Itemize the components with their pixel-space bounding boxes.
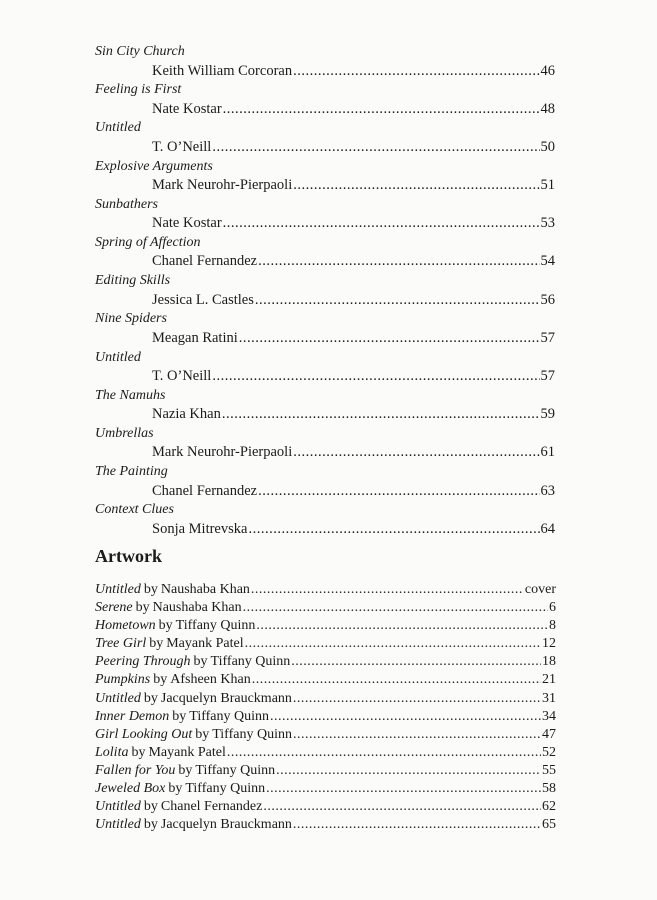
entry-title: Explosive Arguments [95, 158, 213, 174]
artwork-entry [95, 780, 556, 798]
artwork-page-number: 12 [542, 636, 556, 652]
artwork-artist: Tiffany Quinn [212, 726, 292, 742]
entry-title: Context Clues [95, 502, 174, 518]
artwork-title: Untitled [95, 582, 141, 597]
entry-author-line [152, 405, 555, 423]
dot-leader [223, 100, 540, 118]
toc-entry [95, 119, 555, 157]
entry-page-number: 61 [540, 444, 555, 461]
entry-author-line [152, 520, 555, 538]
artwork-page-number: 18 [542, 654, 556, 670]
dot-leader [227, 744, 541, 762]
entry-author: T. O’Neill [152, 138, 212, 155]
entry-title: Umbrellas [95, 425, 154, 441]
entry-title: Editing Skills [95, 273, 171, 289]
artwork-page-number: 65 [542, 817, 556, 833]
toc-entry [95, 196, 555, 234]
artwork-artist: Jacquelyn Brauckmann [160, 817, 292, 833]
dot-leader [248, 520, 539, 538]
entry-page-number: 54 [540, 253, 555, 270]
entry-page-number: 57 [540, 368, 555, 384]
entry-page-number: 50 [540, 138, 555, 155]
entry-author: Nate Kostar [152, 100, 222, 117]
toc-entry [95, 463, 555, 501]
by-word: by [143, 690, 158, 706]
entry-title: Sunbathers [95, 196, 158, 212]
entry-author: Jessica L. Castles [152, 291, 254, 308]
entry-page-number: 63 [540, 482, 555, 499]
dot-leader [293, 176, 539, 194]
dot-leader [223, 214, 540, 232]
by-word: by [168, 781, 183, 797]
dot-leader [270, 708, 541, 726]
toc-entry [95, 272, 555, 310]
entry-author-line [152, 482, 555, 500]
entry-page-number: 56 [540, 291, 555, 308]
toc-entry [95, 310, 555, 348]
entry-page-number: 51 [540, 177, 555, 194]
artwork-title: Untitled [95, 799, 141, 815]
by-word: by [149, 636, 164, 652]
entry-author: Mark Neurohr-Pierpaoli [152, 177, 293, 194]
by-word: by [135, 600, 150, 616]
entry-page-number: 53 [540, 215, 555, 232]
entry-author-line [152, 176, 555, 194]
toc-entry [95, 234, 555, 272]
artwork-contents-list [95, 581, 556, 834]
dot-leader [258, 252, 539, 270]
artwork-title: Serene [95, 600, 133, 616]
artwork-entry [95, 635, 556, 653]
dot-leader [243, 599, 548, 617]
dot-leader [293, 62, 539, 80]
entry-author: Chanel Fernandez [152, 482, 258, 499]
artwork-entry [95, 581, 556, 599]
entry-author: Nate Kostar [152, 215, 222, 232]
artwork-artist: Jacquelyn Brauckmann [160, 690, 292, 706]
artwork-page-number: 21 [542, 672, 556, 688]
artwork-title: Girl Looking Out [95, 726, 193, 742]
entry-author-line [152, 214, 555, 232]
toc-entry [95, 349, 555, 387]
dot-leader [266, 780, 541, 798]
artwork-entry [95, 726, 556, 744]
artwork-artist: Tiffany Quinn [185, 781, 266, 797]
dot-leader [263, 798, 541, 816]
by-word: by [153, 672, 168, 688]
artwork-page-number: 47 [542, 726, 556, 742]
entry-page-number: 64 [540, 520, 555, 537]
entry-title: Untitled [95, 120, 141, 136]
artwork-artist: Afsheen Khan [170, 672, 251, 688]
entry-title: Spring of Affection [95, 234, 201, 250]
entry-author: T. O’Neill [152, 368, 212, 384]
artwork-artist: Naushaba Khan [160, 582, 250, 597]
by-word: by [143, 799, 158, 815]
by-word: by [193, 654, 208, 670]
dot-leader [293, 726, 541, 744]
dot-leader [256, 617, 548, 635]
entry-page-number: 48 [540, 100, 555, 117]
toc-entry [95, 425, 555, 463]
by-word: by [195, 726, 210, 742]
dot-leader [212, 367, 539, 385]
artwork-entry [95, 617, 556, 635]
artwork-page-number: 8 [549, 618, 556, 634]
entry-page-number: 57 [540, 329, 555, 346]
artwork-entry [95, 653, 556, 671]
artwork-entry [95, 798, 556, 816]
artwork-artist: Chanel Fernandez [160, 799, 263, 815]
artwork-entry [95, 690, 556, 708]
artwork-entry [95, 708, 556, 726]
entry-author-line [152, 367, 555, 385]
artwork-entry [95, 744, 556, 762]
artwork-page-number: 58 [542, 781, 556, 797]
by-word: by [131, 744, 146, 760]
artwork-title: Peering Through [95, 654, 191, 670]
artwork-entry [95, 762, 556, 780]
entry-author: Meagan Ratini [152, 329, 238, 346]
entry-title: Nine Spiders [95, 311, 167, 327]
toc-entry [95, 387, 555, 425]
artwork-title: Pumpkins [95, 672, 151, 688]
artwork-title: Tree Girl [95, 636, 147, 652]
dot-leader [239, 329, 540, 347]
artwork-heading: Artwork [95, 546, 162, 566]
by-word: by [172, 708, 187, 724]
artwork-artist: Tiffany Quinn [195, 762, 276, 778]
artwork-artist: Tiffany Quinn [175, 618, 256, 634]
artwork-page-number: cover [524, 582, 556, 597]
by-word: by [178, 762, 193, 778]
dot-leader [251, 581, 524, 599]
artwork-page-number: 31 [542, 690, 556, 706]
entry-author: Nazia Khan [152, 406, 221, 423]
artwork-title: Fallen for You [95, 762, 176, 778]
toc-entry [95, 501, 555, 539]
dot-leader [293, 816, 541, 834]
artwork-entry [95, 599, 556, 617]
entry-author: Keith William Corcoran [152, 62, 293, 79]
dot-leader [276, 762, 541, 780]
entry-author-line [152, 443, 555, 461]
entry-title: The Painting [95, 464, 168, 480]
artwork-artist: Tiffany Quinn [189, 708, 269, 724]
dot-leader [255, 291, 540, 309]
dot-leader [212, 138, 539, 156]
artwork-page-number: 6 [549, 600, 556, 616]
entry-author-line [152, 252, 555, 270]
by-word: by [143, 582, 158, 597]
artwork-title: Inner Demon [95, 708, 170, 724]
artwork-page-number: 55 [542, 762, 556, 778]
entry-author: Sonja Mitrevska [152, 520, 248, 537]
entry-title: The Namuhs [95, 387, 166, 403]
artwork-artist: Mayank Patel [148, 744, 226, 760]
entry-author: Chanel Fernandez [152, 253, 258, 270]
dot-leader [293, 690, 541, 708]
by-word: by [158, 618, 173, 634]
artwork-page-number: 34 [542, 708, 556, 724]
entry-author: Mark Neurohr-Pierpaoli [152, 444, 293, 461]
by-word: by [143, 817, 158, 833]
artwork-title: Untitled [95, 817, 141, 833]
toc-entry [95, 158, 555, 196]
entry-page-number: 46 [540, 62, 555, 79]
entry-author-line [152, 329, 555, 347]
artwork-entry [95, 671, 556, 689]
entry-title: Sin City Church [95, 44, 185, 59]
dot-leader [258, 482, 539, 500]
artwork-page-number: 62 [542, 799, 556, 815]
dot-leader [245, 635, 541, 653]
artwork-artist: Tiffany Quinn [210, 654, 291, 670]
dot-leader [222, 405, 540, 423]
artwork-artist: Naushaba Khan [152, 600, 242, 616]
artwork-entry [95, 816, 556, 834]
artwork-title: Hometown [95, 618, 156, 634]
entry-title: Feeling is First [95, 82, 182, 98]
artwork-title: Jeweled Box [95, 781, 166, 797]
artwork-page-number: 52 [542, 744, 556, 760]
dot-leader [291, 653, 541, 671]
toc-entry [95, 43, 555, 81]
artwork-artist: Mayank Patel [166, 636, 244, 652]
entry-author-line [152, 138, 555, 156]
entry-title: Untitled [95, 349, 141, 365]
entry-author-line [152, 291, 555, 309]
dot-leader [293, 443, 539, 461]
dot-leader [252, 671, 541, 689]
writing-contents-list [95, 43, 555, 539]
entry-page-number: 59 [540, 406, 555, 423]
toc-entry [95, 81, 555, 119]
entry-author-line [152, 62, 555, 80]
entry-author-line [152, 100, 555, 118]
artwork-title: Untitled [95, 690, 141, 706]
artwork-title: Lolita [95, 744, 129, 760]
